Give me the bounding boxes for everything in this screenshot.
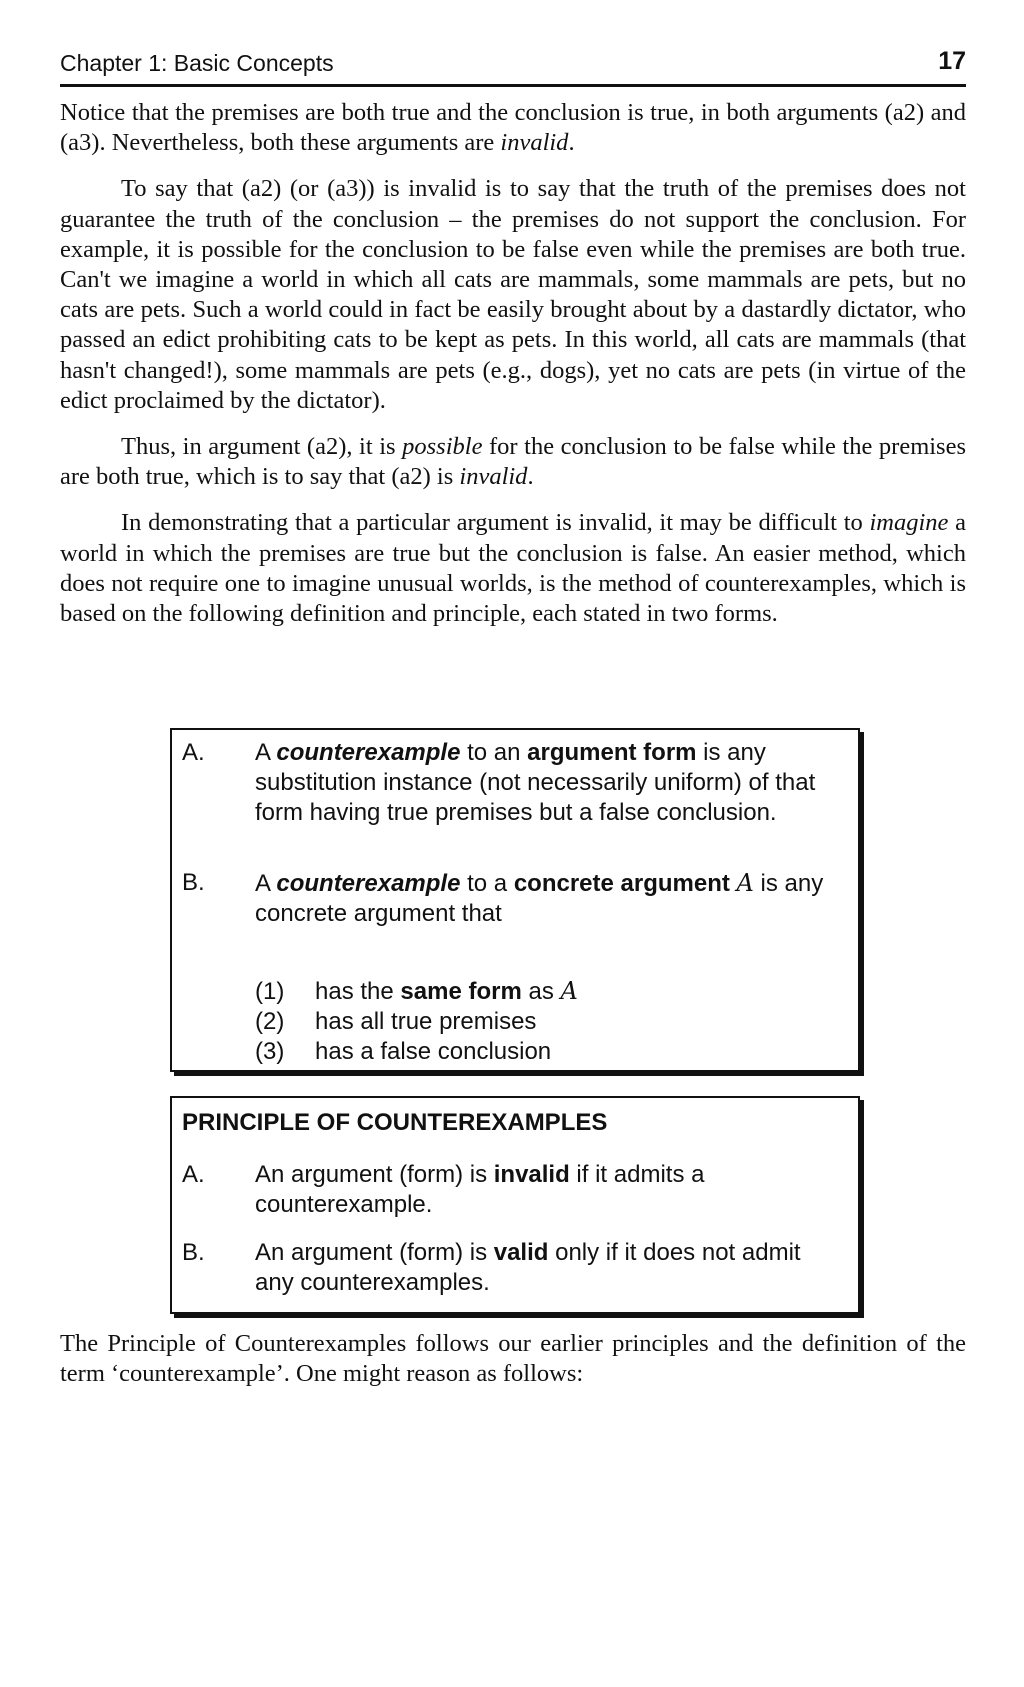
condition-2: (2) has all true premises	[255, 1008, 537, 1035]
condition-1: (1) has the same form as A	[255, 977, 578, 1005]
definition-b-text: A counterexample to a concrete argument A is any concrete argument that	[255, 869, 824, 927]
page-number: 17	[938, 47, 966, 75]
condition-list	[255, 976, 840, 1067]
paragraph-4: In demonstrating that a particular argument is invalid, it may be difficult to imagine a world in which the premises are true but the conclusion is false. An easier method, which does not require one to imagine unusual worlds, is the method of counterexamples, which is based on the following definition and principle, each stated in two forms.	[60, 509, 967, 628]
principle-a-text: An argument (form) is invalid if it admits a counterexample.	[255, 1161, 705, 1218]
principle-box	[170, 1096, 860, 1314]
paragraph-1: Notice that the premises are both true and the conclusion is true, in both arguments (a2) and (a3). Nevertheless, both these arguments are invalid.	[60, 99, 966, 157]
principle-b-text: An argument (form) is valid only if it does not admit any counterexamples.	[255, 1239, 801, 1296]
principle-b-label: B.	[182, 1239, 205, 1266]
definition-a-text: A counterexample to an argument form is any substitution instance (not necessarily uniform) of that form having true premises but a false conclusion.	[255, 739, 816, 826]
definition-a-label: A.	[182, 739, 205, 766]
definition-box	[170, 728, 860, 1072]
chapter-title: Chapter 1: Basic Concepts	[60, 50, 334, 76]
condition-3: (3) has a false conclusion	[255, 1038, 552, 1065]
closing-paragraph: The Principle of Counterexamples follows our earlier principles and the definition of the term ‘counterexample’. One might reason as follows:	[60, 1330, 966, 1388]
paragraph-2: To say that (a2) (or (a3)) is invalid is to say that the truth of the premises does not guarantee the truth of the conclusion – the premises do not support the conclusion. For example, it is possible for the conclusion to be false even while the premises are both true. Can't we imagine a world in which all cats are mammals, some mammals are pets, but no cats are pets. Such a world could in fact be easily brought about by a dastardly dictator, who passed an edict prohibiting cats to be kept as pets. In this world, all cats are mammals (that hasn't changed!), some mammals are pets (e.g., dogs), yet no cats are pets (in virtue of the edict proclaimed by the dictator).	[60, 175, 966, 414]
paragraph-3: Thus, in argument (a2), it is possible for the conclusion to be false while the premises are both true, which is to say that (a2) is invalid.	[60, 433, 966, 491]
principle-a-label: A.	[182, 1161, 205, 1188]
running-header	[60, 44, 966, 87]
principle-heading: PRINCIPLE OF COUNTEREXAMPLES	[182, 1109, 608, 1136]
definition-b-label: B.	[182, 869, 205, 896]
body-text	[60, 98, 966, 645]
